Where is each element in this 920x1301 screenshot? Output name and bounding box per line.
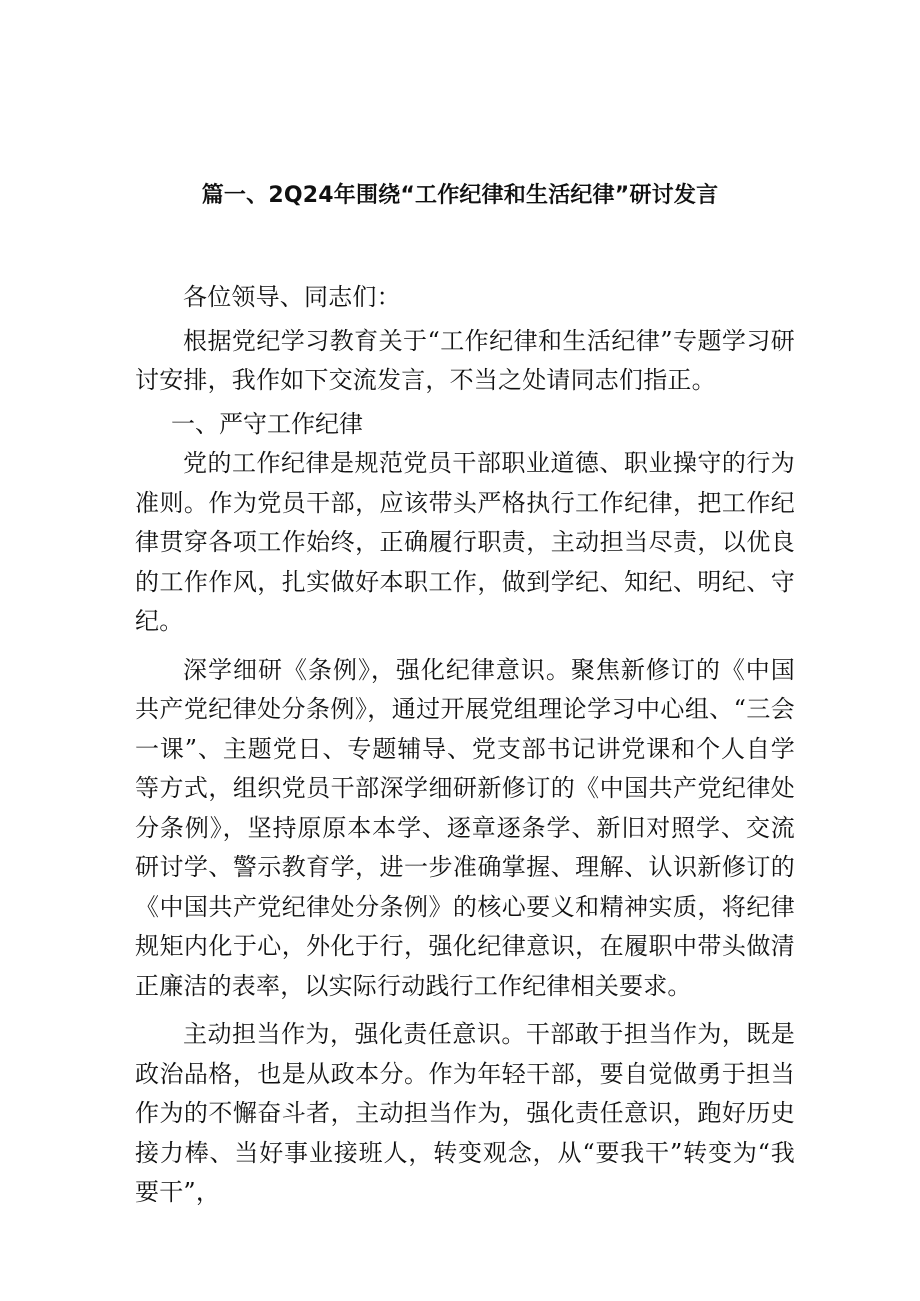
intro-paragraph: 根据党纪学习教育关于“工作纪律和生活纪律”专题学习研讨安排，我作如下交流发言，不当之处请同志们指正。 (135, 326, 795, 394)
greeting-paragraph: 各位领导、同志们： (183, 283, 401, 311)
document-body (135, 278, 795, 1213)
document-title: 篇一、2Q24年围绕“工作纪律和生活纪律”研讨发言 (201, 183, 719, 208)
body-paragraph-2: 深学细研《条例》，强化纪律意识。聚焦新修订的《中国共产党纪律处分条例》，通过开展党组理论学习中心组、“三会一课”、主题党日、专题辅导、党支部书记讲党课和个人自学等方式，组织党员干部深学细研新修订的《中国共产党纪律处分条例》，坚持原原本本学、逐章逐条学、新旧对照学、交流研讨学、警示教育学，进一步准确掌握、理解、认识新修订的《中国共产党纪律处分条例》的核心要义和精神实质，将纪律规矩内化于心，外化于行，强化纪律意识，在履职中带头做清正廉洁的表率，以实际行动践行工作纪律相关要求。 (135, 655, 795, 1000)
body-paragraph-3: 主动担当作为，强化责任意识。干部敢于担当作为，既是政治品格，也是从政本分。作为年轻干部，要自觉做勇于担当作为的不懈奋斗者，主动担当作为，强化责任意识，跑好历史接力棒、当好事业接班人，转变观念，从“要我干”转变为“我要干”， (135, 1020, 795, 1206)
body-paragraph-1: 党的工作纪律是规范党员干部职业道德、职业操守的行为准则。作为党员干部，应该带头严格执行工作纪律，把工作纪律贯穿各项工作始终，正确履行职责，主动担当尽责，以优良的工作作风，扎实做好本职工作，做到学纪、知纪、明纪、守纪。 (135, 449, 795, 635)
section-heading: 一、严守工作纪律 (171, 409, 363, 438)
